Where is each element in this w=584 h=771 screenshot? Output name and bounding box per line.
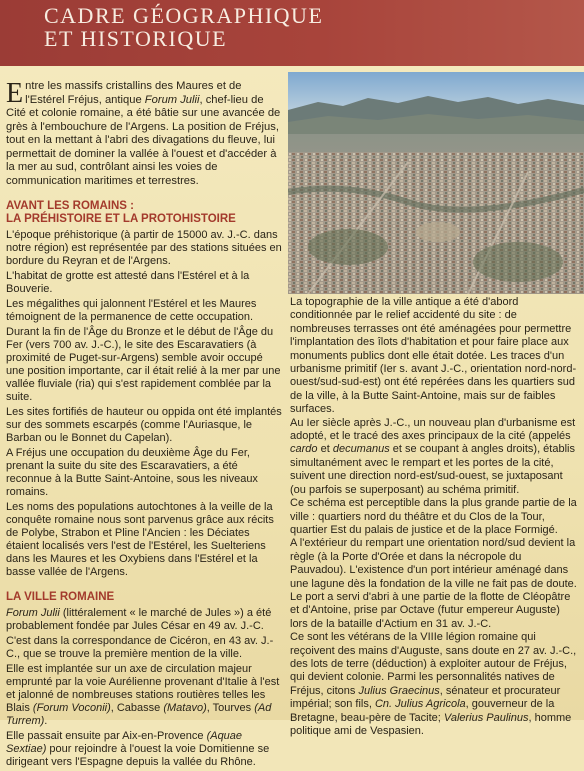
roman-paragraph-1 xyxy=(6,607,284,633)
roman-paragraph-3 xyxy=(6,663,284,728)
roman-heading xyxy=(6,591,284,604)
roman-p3-matavo: (Matavo) xyxy=(163,702,207,714)
prehistory-paragraph-1: L'époque préhistorique (à partir de 15000 av. J.-C. dans notre région) est représentée par des stations situées en bordure du Reyran et de l'Argens. xyxy=(6,229,282,267)
right-p6-graecinus: Julius Graecinus xyxy=(358,684,440,697)
aerial-photo xyxy=(288,72,584,294)
intro-text-b: , chef-lieu de Cité et colonie romaine, a été bâtie sur une avancée de grès à l'embouchure de l'Argens. La position de Fréjus, tout en la mettant à l'abri des divagations du fleuve, lui permettait de dominer la vallée à l'ouest et d'accéder à la mer au sud, contrôlant ainsi les voies de communication maritimes et terrestres. xyxy=(6,93,281,187)
right-p6-d: , homme politique ami de Vespasien. xyxy=(290,711,572,737)
roman-p3-b: , Cabasse xyxy=(110,702,164,714)
left-column xyxy=(6,80,284,771)
right-p6-agricola: Cn. Julius Agricola xyxy=(374,698,466,711)
right-p2-a: Au Ier siècle après J.-C., un nouveau plan d'urbanisme est adopté, et le tracé des axes principaux de la cité (appelés xyxy=(290,416,576,443)
prehistory-paragraph-4: Durant la fin de l'Âge du Bronze et le début de l'Âge du Fer (vers 700 av. J.-C.), le site des Escaravatiers (à proximité de Puget-sur-Argens) semble avoir occupé une position importante, car il était relié à la mer par une vallée fluviale (ria) qui s'est rapidement comblée par la suite. xyxy=(6,326,281,403)
title-line-2: ET HISTORIQUE xyxy=(44,26,228,51)
roman-p3-c: , Tourves xyxy=(206,702,255,714)
right-p6-a: Ce sont les vétérans de la VIIIe légion romaine qui reçoivent des mains d'Auguste, sans doute en 27 av. J.-C., des lots de terre (déduction) à exploiter autour de Fréjus, qui devient colonie. Parmi les personnalités natives de Fréjus, citons xyxy=(290,631,577,697)
prehistory-heading xyxy=(6,200,284,226)
roman-p1-text: (littéralement « le marché de Jules ») a été probablement fondée par Jules César en 49 av. J.-C. xyxy=(6,607,272,632)
prehistory-paragraph-7: Les noms des populations autochtones à la veille de la conquête romaine nous sont parvenus grâce aux récits de Polybe, Strabon et Pline l'Ancien : les Déciates étaient localisés vers l'est de l'Estérel, les Suelteriens dans les Maures et les Oxybiens dans l'Estérel et la basse vallée de l'Argens. xyxy=(6,501,274,578)
right-p6-paulinus: Valerius Paulinus xyxy=(443,711,529,724)
prehistory-paragraph-3: Les mégalithes qui jalonnent l'Estérel et les Maures témoignent de la permanence de cette occupation. xyxy=(6,298,257,323)
roman-p4-a: Elle passait ensuite par Aix-en-Provence xyxy=(6,730,207,742)
right-p2-cardo: cardo xyxy=(290,443,318,456)
prehistory-paragraph-2: L'habitat de grotte est attesté dans l'Estérel et à la Bouverie. xyxy=(6,270,250,295)
right-p6-b: , sénateur et procurateur impérial; son fils, xyxy=(290,684,561,711)
roman-p3-d: . xyxy=(44,715,48,727)
right-paragraph-6 xyxy=(290,631,580,738)
roman-heading-text: LA VILLE ROMAINE xyxy=(6,591,115,603)
title-line-1: CADRE GÉOGRAPHIQUE xyxy=(44,3,324,28)
aerial-city-photo-icon xyxy=(288,72,584,294)
right-paragraph-1: La topographie de la ville antique a été d'abord conditionnée par le relief accidenté du site : de nombreuses terrasses ont été aménagées pour permettre l'implantation des îlots d'habitation et pour faire place aux monuments publics dont elle était dotée. Les traces d'un urbanisme primitif (Ier s. avant J.-C., orientation nord-nord-ouest/sud-sud-est) ont été repérées dans les quartiers sud de la ville, à la Butte Saint-Antoine, mais sur de faibles surfaces. xyxy=(290,296,577,416)
right-p6-c: , gouverneur de la Bretagne, beau-père de Tacite; xyxy=(290,698,555,724)
right-paragraph-3: Ce schéma est perceptible dans la plus grande partie de la ville : quartiers nord du théâtre et du Clos de la Tour, quartier Est du palais de justice et de la place Formigé. xyxy=(290,497,577,536)
prehistory-heading-line-1: AVANT LES ROMAINS : xyxy=(6,200,134,212)
prehistory-paragraph-6: A Fréjus une occupation du deuxième Âge du Fer, prenant la suite du site des Escaravatiers, a été reconnue à la Butte Saint-Antoine, sous les niveaux romains. xyxy=(6,447,258,498)
intro-dropcap: E xyxy=(6,78,24,109)
right-p2-c: et se coupant à angles droits), établis simultanément avec le rempart et les portes de la cité, suivent une direction nord-est/sud-ouest, se juxtaposant (ou parfois se superposant) au schéma primitif. xyxy=(290,443,575,496)
right-column xyxy=(290,296,580,738)
roman-paragraph-4 xyxy=(6,730,284,769)
roman-p3-forum: (Forum Voconii) xyxy=(32,702,111,714)
intro-text-a: ntre les massifs cristallins des Maures et de l'Estérel Fréjus, antique xyxy=(25,80,242,106)
roman-p3-a: Elle est implantée sur un axe de circulation majeur emprunté par la voie Aurélienne provenant d'Italie à l'est et jalonné de nombreuses stations routières telles les Blais xyxy=(6,663,280,714)
prehistory-heading-line-2: LA PRÉHISTOIRE ET LA PROTOHISTOIRE xyxy=(6,213,236,225)
right-paragraph-5: Le port a servi d'abri à une partie de la flotte de Cléopâtre et d'Antoine, prise par Octave (futur empereur Auguste) lors de la bataille d'Actium en 31 av. J.-C. xyxy=(290,590,571,630)
page-title xyxy=(44,4,464,50)
right-p2-b: et xyxy=(317,443,333,456)
roman-p3-ad: (Ad Turrem) xyxy=(6,702,272,727)
roman-paragraph-2: C'est dans la correspondance de Cicéron, en 43 av. J.-C., que se trouve la première mention de la ville. xyxy=(6,635,274,660)
intro-paragraph xyxy=(6,80,284,188)
roman-p4-aquae: (Aquae Sextiae) xyxy=(6,730,243,755)
right-paragraph-2 xyxy=(290,417,580,497)
roman-forum-julii: Forum Julii xyxy=(6,607,60,619)
right-paragraph-4: A l'extérieur du rempart une orientation nord/sud devient la règle (à la Porte d'Orée et dans la nécropole du Pauvadou). L'existence d'un port intérieur aménagé dans une lagune dès la fondation de la ville ne fait pas de doute. xyxy=(290,537,577,590)
right-p2-decumanus: decumanus xyxy=(332,443,390,456)
roman-p4-b: pour rejoindre à l'ouest la voie Domitienne se dirigeant vers l'Espagne depuis la vallée du Rhône. xyxy=(6,743,270,768)
prehistory-paragraph-5: Les sites fortifiés de hauteur ou oppida ont été implantés sur des sommets escarpés (comme l'Auriasque, le Barban ou le Bonnet du Capelan). xyxy=(6,406,282,444)
intro-forum-julii: Forum Julii xyxy=(144,93,200,106)
header-banner xyxy=(0,0,584,66)
